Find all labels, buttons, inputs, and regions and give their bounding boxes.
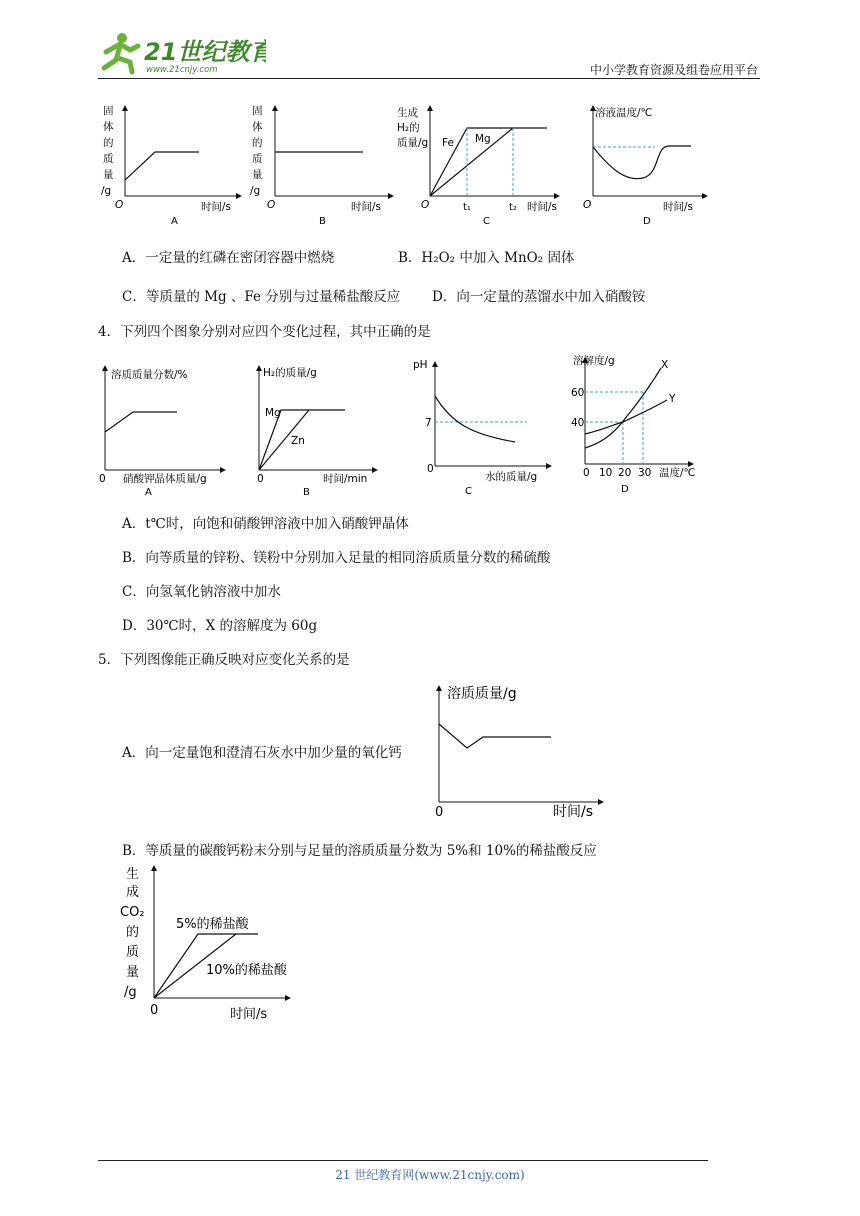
q4-graphs <box>95 352 715 498</box>
q3b-ylabel-5: /g <box>250 185 261 197</box>
q5-option-a[interactable]: A．向一定量饱和澄清石灰水中加少量的氧化钙 <box>122 745 402 761</box>
q3c-ylabel-3: 质量/g <box>397 137 429 149</box>
footer-text[interactable]: 21 世纪教育网(www.21cnjy.com) <box>335 1168 525 1182</box>
q3-graphs <box>95 100 715 230</box>
q4d-ytick-40: 40 <box>571 417 585 429</box>
q3-option-d[interactable]: D．向一定量的蒸馏水中加入硝酸铵 <box>432 289 646 305</box>
q4-option-b[interactable]: B．向等质量的锌粉、镁粉中分别加入足量的相同溶质质量分数的稀硫酸 <box>122 550 551 566</box>
q3b-ylabel-1: 体 <box>252 121 263 133</box>
q3a-ylabel-2: 的 <box>103 137 114 149</box>
logo-text: 21世纪教育 <box>144 38 266 66</box>
q4d-tag: D <box>621 484 629 495</box>
q4-option-c[interactable]: C．向氢氧化钠溶液中加水 <box>122 584 281 600</box>
q3d-origin: O <box>583 199 592 211</box>
q4d-xtick-10: 10 <box>599 467 613 479</box>
q4a-origin: 0 <box>99 473 106 485</box>
q5-option-b[interactable]: B．等质量的碳酸钙粉末分别与足量的溶质质量分数为 5%和 10%的稀盐酸反应 <box>122 843 597 859</box>
q3a-tag: A <box>171 216 178 227</box>
q5b-series-10pct: 10%的稀盐酸 <box>206 963 287 978</box>
q3-option-b[interactable]: B．H₂O₂ 中加入 MnO₂ 固体 <box>398 250 575 266</box>
q4d-xtick-30: 30 <box>638 467 652 479</box>
q3d-ylabel: 溶液温度/℃ <box>595 107 653 119</box>
site-logo <box>96 30 266 80</box>
q3a-ylabel-0: 固 <box>103 105 114 117</box>
q3a-ylabel-3: 质 <box>103 153 114 165</box>
q3c-ylabel-1: 生成 <box>397 107 418 119</box>
q3b-ylabel-3: 质 <box>252 153 263 165</box>
q4d-ytick-60: 60 <box>571 387 585 399</box>
q3b-xlabel: 时间/s <box>351 201 382 213</box>
q4d-xtick-20: 20 <box>618 467 632 479</box>
q5-stem: 5．下列图像能正确反映对应变化关系的是 <box>98 652 350 668</box>
q5b-ylabel-4: 质 <box>126 945 140 960</box>
q3d-xlabel: 时间/s <box>663 201 694 213</box>
q3a-origin: O <box>115 199 124 211</box>
q4d-x-label: X <box>661 359 669 371</box>
q4-graph-a <box>99 366 225 498</box>
q3c-t2: t₂ <box>509 202 517 213</box>
q3-graph-a <box>101 105 241 227</box>
q4a-xlabel: 硝酸钾晶体质量/g <box>123 473 207 485</box>
q4-stem: 4．下列四个图象分别对应四个变化过程，其中正确的是 <box>98 324 431 340</box>
header-platform-text: 中小学教育资源及组卷应用平台 <box>589 63 758 77</box>
q5b-series-5pct: 5%的稀盐酸 <box>176 917 249 932</box>
q4c-origin: 0 <box>427 463 434 475</box>
q4-graph-b <box>257 366 377 498</box>
q4c-tag: C <box>465 486 472 497</box>
q3c-origin: O <box>421 199 430 211</box>
q4c-tick-7: 7 <box>425 417 432 429</box>
q4b-ylabel: H₂的质量/g <box>263 367 317 379</box>
q3c-mg-label: Mg <box>475 133 491 145</box>
q4-graph-c <box>413 359 551 497</box>
q4-option-d[interactable]: D．30℃时，X 的溶解度为 60g <box>122 618 318 634</box>
q4a-ylabel: 溶质质量分数/% <box>111 369 188 381</box>
q5b-ylabel-0: 生 <box>126 867 140 882</box>
q5b-ylabel-1: 成 <box>126 885 140 900</box>
q3c-tag: C <box>483 216 490 227</box>
q3b-origin: O <box>267 199 276 211</box>
q5b-ylabel-6: /g <box>124 985 137 1000</box>
q5b-ylabel-3: 的 <box>126 925 140 940</box>
q4b-origin: 0 <box>257 473 264 485</box>
q3a-ylabel-5: /g <box>101 185 112 197</box>
q4d-xlabel: 温度/℃ <box>659 467 696 479</box>
q4a-tag: A <box>145 487 152 498</box>
q3b-ylabel-4: 量 <box>252 169 263 181</box>
q4c-xlabel: 水的质量/g <box>485 471 538 483</box>
q4b-tag: B <box>303 487 310 498</box>
q4b-zn-label: Zn <box>291 435 305 447</box>
q3b-tag: B <box>319 216 326 227</box>
q3b-ylabel-0: 固 <box>252 105 263 117</box>
q4-graph-d <box>571 354 695 495</box>
q5b-xlabel: 时间/s <box>230 1007 268 1022</box>
q4b-mg-label: Mg <box>265 407 281 419</box>
q5b-ylabel-5: 量 <box>126 965 140 980</box>
q3-option-a[interactable]: A．一定量的红磷在密闭容器中燃烧 <box>122 250 335 266</box>
q4-option-a[interactable]: A．t℃时，向饱和硝酸钾溶液中加入硝酸钾晶体 <box>122 516 409 532</box>
q3c-fe-label: Fe <box>442 137 454 149</box>
q5b-origin: 0 <box>150 1003 159 1018</box>
q3-graph-b <box>250 105 393 227</box>
footer-divider <box>98 1160 708 1161</box>
q3b-ylabel-2: 的 <box>252 137 263 149</box>
logo-url: www.21cnjy.com <box>146 65 218 75</box>
q5a-xlabel: 时间/s <box>553 804 594 820</box>
q4c-ylabel: pH <box>413 359 428 371</box>
q5-graph-a <box>425 678 625 824</box>
q3c-xlabel: 时间/s <box>527 201 558 213</box>
q5a-ylabel: 溶质质量/g <box>447 686 517 702</box>
q5b-ylabel-2: CO₂ <box>120 905 145 920</box>
header-divider <box>98 78 760 79</box>
q3a-xlabel: 时间/s <box>201 201 232 213</box>
q3d-tag: D <box>643 216 651 227</box>
q4d-y-label: Y <box>669 393 676 405</box>
q3c-ylabel-2: H₂的 <box>397 122 420 134</box>
q5-graph-b <box>112 860 312 1030</box>
q3a-ylabel-1: 体 <box>103 121 114 133</box>
q4d-ylabel: 溶解度/g <box>573 355 615 367</box>
q4b-xlabel: 时间/min <box>323 473 368 485</box>
q5a-origin: 0 <box>435 805 444 820</box>
q3a-ylabel-4: 量 <box>103 169 114 181</box>
q3c-t1: t₁ <box>463 202 471 213</box>
q3-option-c[interactable]: C．等质量的 Mg 、Fe 分别与过量稀盐酸反应 <box>122 289 401 305</box>
q3-graph-c <box>397 106 559 227</box>
q4d-xtick-0: 0 <box>583 467 590 479</box>
q3-graph-d <box>583 106 707 227</box>
